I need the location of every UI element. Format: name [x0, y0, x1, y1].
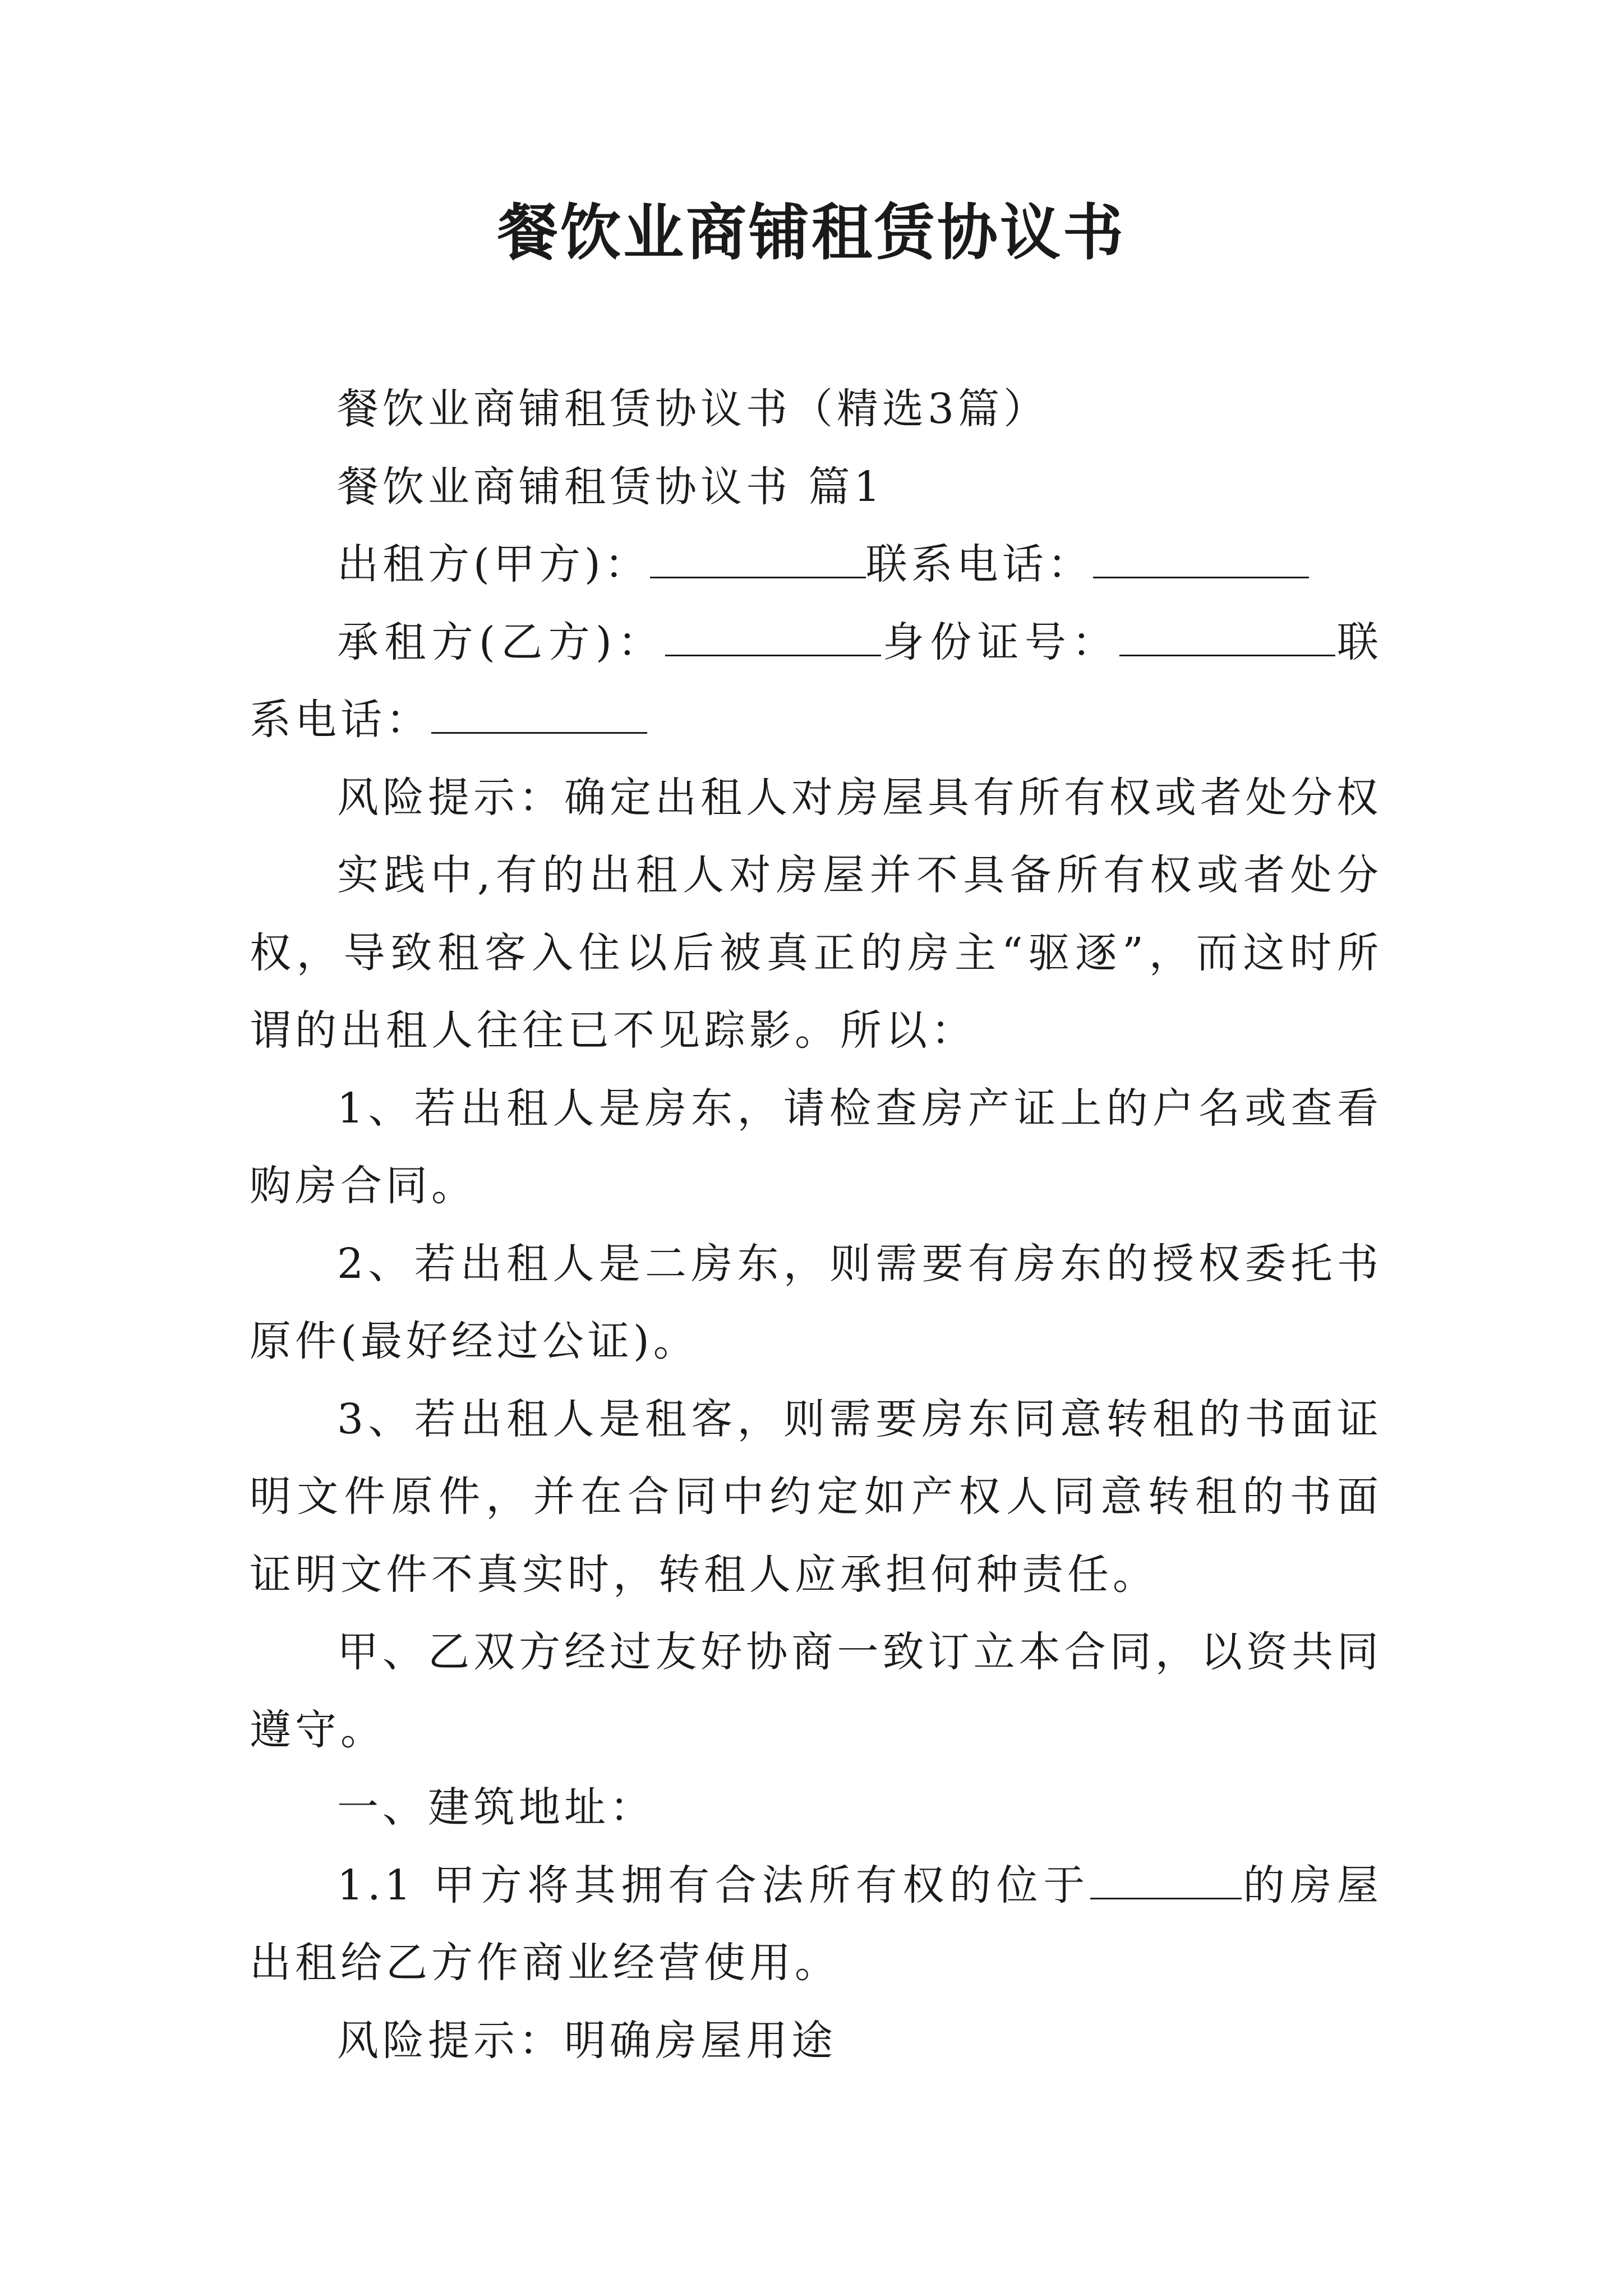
lessee-name-blank	[665, 615, 881, 656]
lessee-phone-blank	[431, 693, 647, 734]
clause-1-heading: 一、建筑地址：	[337, 1783, 655, 1832]
lessee-id-blank	[1119, 615, 1335, 656]
list-item: 2、若出租人是二房东，则需要有房东的授权委托书原件(最好经过公证)。	[250, 1239, 1382, 1365]
lessee-label: 承租方(乙方)：	[337, 618, 665, 666]
lessee-id-label: 身份证号：	[880, 618, 1119, 666]
section-heading: 餐饮业商铺租赁协议书 篇1	[337, 462, 884, 511]
clause-1-1-suffix: 的房屋出租给乙方作商业经营使用。	[250, 1861, 1382, 1987]
lessor-name-blank	[650, 537, 866, 578]
lessor-label: 出租方(甲方)：	[337, 540, 650, 588]
lessee-phone-label: 联系电话：	[250, 618, 1383, 744]
risk-tip-usage: 风险提示：明确房屋用途	[337, 2016, 837, 2065]
lessor-phone-blank	[1093, 537, 1309, 578]
document-body	[250, 370, 1382, 2079]
subtitle-line: 餐饮业商铺租赁协议书（精选3篇）	[337, 385, 1049, 433]
practice-paragraph: 实践中,有的出租人对房屋并不具备所有权或者处分权，导致租客入住以后被真正的房主“驱逐”，而这时所谓的出租人往往已不见踪影。所以：	[250, 851, 1382, 1055]
list-item: 3、若出租人是租客，则需要房东同意转租的书面证明文件原件，并在合同中约定如产权人同意转租的书面证明文件不真实时，转租人应承担何种责任。	[250, 1395, 1382, 1599]
clause-1-1	[250, 1847, 1382, 2002]
lessor-phone-label: 联系电话：	[865, 540, 1093, 588]
lessee-line	[250, 604, 1382, 759]
list-item: 1、若出租人是房东，请检查房产证上的户名或查看购房合同。	[250, 1084, 1382, 1210]
risk-tip-ownership: 风险提示：确定出租人对房屋具有所有权或者处分权	[337, 773, 1382, 822]
clause-1-1-prefix: 1.1 甲方将其拥有合法所有权的位于	[337, 1861, 1091, 1910]
agreement-sentence: 甲、乙双方经过友好协商一致订立本合同，以资共同遵守。	[250, 1628, 1382, 1754]
address-blank	[1090, 1858, 1242, 1899]
lessor-line	[250, 526, 1382, 604]
document-title: 餐饮业商铺租赁协议书	[497, 197, 1126, 268]
